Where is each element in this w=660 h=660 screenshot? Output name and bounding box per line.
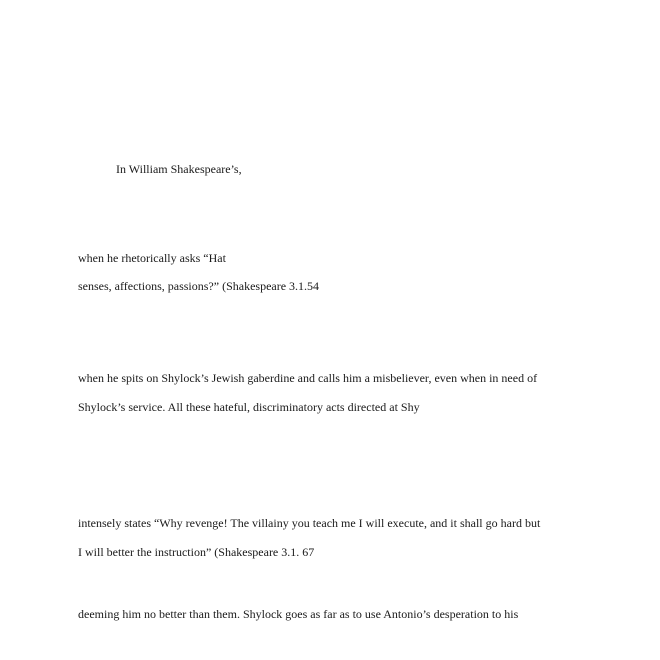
text-line: In William Shakespeare’s,	[116, 162, 242, 176]
text-line: when he rhetorically asks “Hat	[78, 251, 226, 265]
text-line: deeming him no better than them. Shylock goes as far as to use Antonio’s desperation to his	[78, 607, 519, 621]
text-line: intensely states “Why revenge! The villainy you teach me I will execute, and it shall go hard but	[78, 516, 541, 530]
text-line: Shylock’s service. All these hateful, discriminatory acts directed at Shy	[78, 400, 420, 414]
text-line: I will better the instruction” (Shakespeare 3.1. 67	[78, 545, 315, 559]
text-line: senses, affections, passions?” (Shakespeare 3.1.54	[78, 279, 320, 293]
text-line: when he spits on Shylock’s Jewish gaberdine and calls him a misbeliever, even when in need of	[78, 371, 538, 385]
